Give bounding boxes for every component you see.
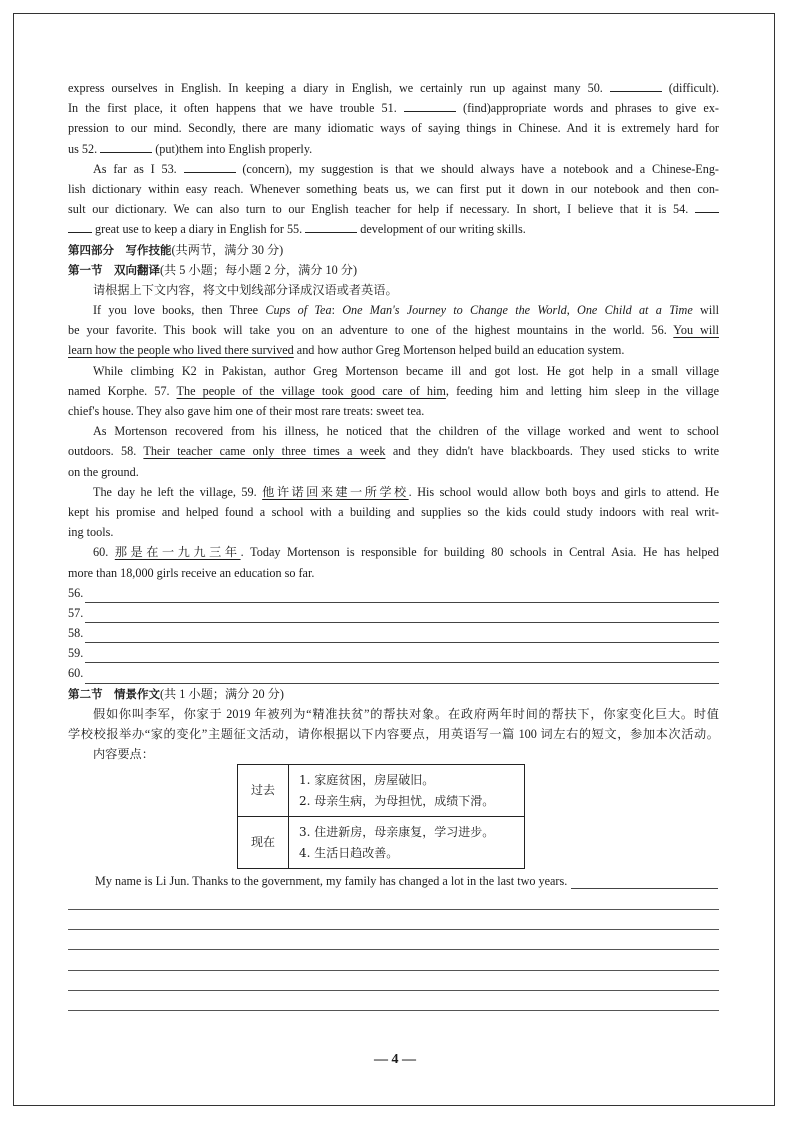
past-label: 过去	[238, 765, 289, 817]
fill-in-blank[interactable]	[100, 140, 152, 153]
underlined-translation-text: 他许诺回来建一所学校	[262, 484, 409, 499]
now-label: 现在	[238, 817, 289, 869]
text-line	[68, 98, 719, 118]
underlined-translation-text: The people of the village took good care of him	[176, 383, 446, 398]
text: ,	[566, 303, 578, 318]
text-line	[68, 522, 719, 542]
text-line	[68, 280, 719, 300]
text: . Today Mortenson is responsible for building 80 schools in Central Asia. He has helped	[240, 545, 719, 560]
fill-in-blank[interactable]	[68, 220, 92, 233]
content-points-table	[237, 764, 525, 869]
text: outdoors. 58.	[68, 444, 144, 459]
text: 假如你叫李军，你家于 2019 年被列为“精准扶贫”的帮扶对象。在政府两年时间的帮扶下，你家变化巨大。时值	[93, 706, 719, 721]
text-line	[68, 78, 719, 98]
text-line	[68, 704, 719, 724]
answer-line[interactable]	[85, 589, 719, 603]
section-heading: 第四部分 写作技能	[68, 242, 172, 257]
text: (共 5 小题；每小题 2 分，满分 10 分)	[160, 262, 358, 277]
fill-in-blank[interactable]	[184, 160, 236, 173]
text: (difficult).	[661, 81, 719, 95]
text: As Mortenson recovered from his illness, he noticed that the children of the village worked and went to school	[93, 424, 719, 439]
fill-in-blank[interactable]	[305, 220, 357, 233]
text: and how author Greg Mortenson helped build an education system.	[293, 343, 625, 358]
text-line	[68, 684, 719, 704]
book-title: Cups of Tea	[265, 303, 332, 318]
text-line	[68, 361, 719, 381]
answer-line[interactable]	[85, 609, 719, 623]
text: The day he left the village, 59.	[93, 484, 263, 499]
text-line	[68, 179, 719, 199]
book-title: One Child at a Time	[577, 303, 693, 318]
text: us 52.	[68, 141, 101, 156]
essay-writing-line[interactable]	[68, 1010, 719, 1011]
text-line	[68, 421, 719, 441]
text-line	[68, 219, 719, 239]
text: 内容要点：	[93, 747, 154, 762]
text: 学校校报举办“家的变化”主题征文活动，请你根据以下内容要点，用英语写一篇 100 词左右的短文，参加本次活动。	[68, 727, 719, 741]
text: If you love books, then Three	[93, 303, 266, 318]
text: pression to our mind. Secondly, there are many idiomatic ways of saying things in Chinese. And it is extremely hard for	[68, 121, 719, 136]
essay-writing-line[interactable]	[68, 990, 719, 991]
essay-writing-line[interactable]	[68, 909, 719, 910]
answer-row	[68, 583, 719, 603]
answer-number: 56.	[68, 585, 84, 600]
essay-writing-line[interactable]	[68, 949, 719, 950]
answer-number: 60.	[68, 666, 84, 681]
text-line	[68, 502, 719, 522]
table-row-past	[238, 765, 525, 817]
underlined-translation-text: You will	[673, 323, 719, 338]
past-item: 2. 母亲生病，为母担忧，成绩下滑。	[299, 793, 495, 808]
fill-in-blank[interactable]	[610, 79, 662, 92]
text-line	[68, 300, 719, 320]
text: (共 1 小题；满分 20 分)	[160, 686, 284, 701]
text: express ourselves in English. In keeping a diary in English, we certainly run up against many 50.	[68, 81, 610, 95]
text: lish dictionary within easy reach. Whenever something beats us, we can first put it down in our notebook and then con-	[68, 181, 719, 196]
text: (共两节，满分 30 分)	[171, 242, 284, 257]
text: development of our writing skills.	[357, 222, 526, 237]
answer-row	[68, 663, 719, 683]
text: sult our dictionary. We can also turn to our English teacher for help if necessary. In short, I believe that it is 54.	[68, 202, 695, 217]
text: more than 18,000 girls receive an education so far.	[68, 565, 315, 580]
answer-row	[68, 623, 719, 643]
text: and they didn't have blackboards. They used sticks to write	[385, 444, 719, 459]
text: 请根据上下文内容，将文中划线部分译成汉语或者英语。	[93, 282, 398, 297]
now-items	[289, 817, 525, 869]
text: will	[692, 303, 719, 318]
essay-writing-line[interactable]	[68, 970, 719, 971]
text-line	[68, 462, 719, 482]
answer-line[interactable]	[85, 670, 719, 684]
text: chief's house. They also gave him one of their most rare treats: sweet tea.	[68, 404, 425, 418]
answer-line[interactable]	[85, 629, 719, 643]
answer-number: 59.	[68, 646, 84, 661]
text-line	[68, 482, 719, 502]
text-line	[68, 563, 719, 583]
text: 60.	[93, 545, 115, 560]
essay-writing-line[interactable]	[68, 929, 719, 930]
answer-line[interactable]	[85, 649, 719, 663]
text-line	[68, 320, 719, 340]
text-line	[68, 401, 719, 421]
text: While climbing K2 in Pakistan, author Greg Mortenson became ill and got lost. He got help in a small village	[93, 363, 719, 378]
underlined-translation-text: learn how the people who lived there survived	[68, 343, 294, 358]
text-line	[68, 744, 719, 764]
answer-number: 58.	[68, 626, 84, 641]
answer-number: 57.	[68, 605, 84, 620]
text-line	[68, 724, 719, 744]
section-heading: 第一节 双向翻译	[68, 262, 160, 277]
text-line	[68, 260, 719, 280]
table-row-now	[238, 817, 525, 869]
fill-in-blank[interactable]	[695, 200, 719, 213]
text: named Korphe. 57.	[68, 383, 177, 398]
text: on the ground.	[68, 464, 139, 479]
text: kept his promise and helped found a school with a building and supplies so the kids could study indoors with real writ-	[68, 504, 719, 519]
underlined-translation-text: Their teacher came only three times a week	[143, 444, 386, 459]
text-line	[68, 118, 719, 138]
exam-text	[68, 78, 719, 764]
answer-row	[68, 603, 719, 623]
now-item: 4. 生活日趋改善。	[299, 845, 399, 860]
section-heading: 第二节 情景作文	[68, 686, 160, 701]
past-items	[289, 765, 525, 817]
text: great use to keep a diary in English for 55.	[92, 222, 306, 237]
past-item: 1. 家庭贫困，房屋破旧。	[299, 772, 435, 787]
text: (concern), my suggestion is that we should always have a notebook and a Chinese-Eng-	[235, 161, 719, 176]
text: As far as I 53.	[93, 161, 184, 176]
text: (put)them into English properly.	[152, 141, 313, 156]
text-line	[68, 139, 719, 159]
text: In the first place, it often happens that we have trouble 51.	[68, 101, 404, 116]
text: :	[331, 303, 343, 318]
text-line	[68, 441, 719, 461]
page-number: — 4 —	[374, 1052, 416, 1067]
fill-in-blank[interactable]	[404, 99, 456, 112]
text-line	[68, 240, 719, 260]
text: , feeding him and letting him sleep in the village	[445, 383, 719, 398]
underlined-translation-text: 那是在一九九三年	[114, 545, 241, 560]
text: be your favorite. This book will take you on an adventure to one of the highest mountains in the world. 56.	[68, 323, 674, 338]
essay-answer-blank[interactable]	[571, 875, 718, 889]
essay-first-line	[95, 874, 718, 889]
text-line	[68, 340, 719, 360]
now-item: 3. 住进新房，母亲康复，学习进步。	[299, 824, 495, 839]
text-line	[68, 199, 719, 219]
text: (find)appropriate words and phrases to give ex-	[455, 101, 719, 116]
book-title: One Man's Journey to Change the World	[342, 303, 567, 318]
text-line	[68, 159, 719, 179]
text: . His school would allow both boys and girls to attend. He	[408, 484, 719, 499]
text-line	[68, 542, 719, 562]
essay-start-text: My name is Li Jun. Thanks to the government, my family has changed a lot in the last two years.	[95, 874, 568, 888]
answer-row	[68, 643, 719, 663]
text: ing tools.	[68, 525, 114, 540]
text-line	[68, 381, 719, 401]
